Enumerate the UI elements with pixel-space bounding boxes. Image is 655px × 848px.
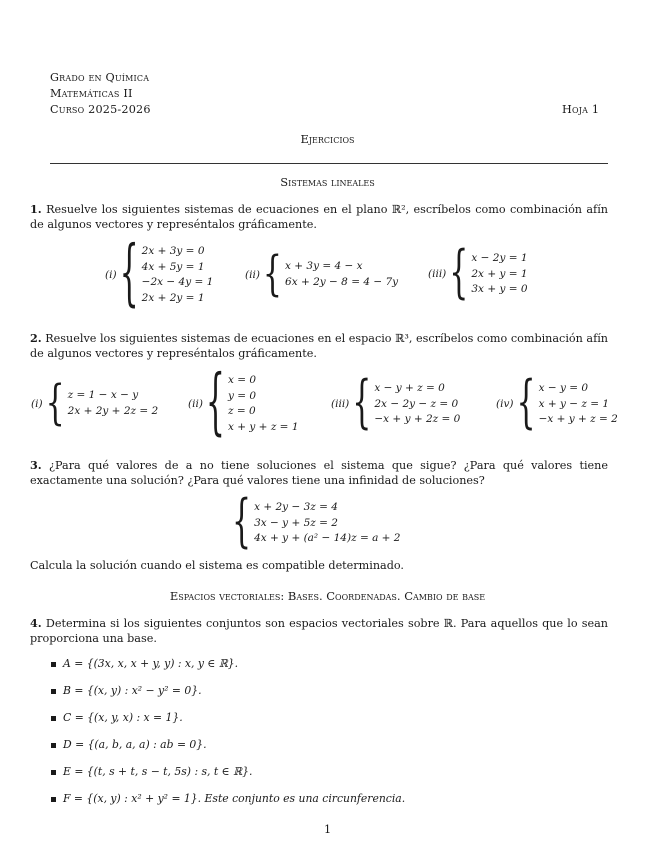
- page-title: Ejercicios: [300, 132, 355, 146]
- ex3-system: [232, 489, 401, 556]
- equation: 4x + 5y = 1: [141, 260, 205, 273]
- equation: y = 0: [228, 389, 257, 402]
- equation: −x + y + 2z = 0: [374, 413, 461, 425]
- ex2-system-i: [31, 374, 159, 431]
- bullet-icon: [51, 689, 56, 694]
- exercise-2-number: 2.: [30, 331, 42, 345]
- set-item-f-definition: F = {(x, y) : x² + y² = 1}.: [63, 792, 202, 805]
- brace-icon: {: [352, 370, 372, 437]
- set-item-f: [63, 792, 405, 805]
- ex2-system-ii: [188, 360, 299, 445]
- equation: 2x − 2y − z = 0: [374, 397, 459, 410]
- set-item-a: A = {(3x, x, x + y, y) : x, y ∈ ℝ}.: [63, 657, 239, 670]
- equation: 2x + 3y = 0: [141, 245, 205, 257]
- exercise-3-text: ¿Para qué valores de a no tiene soluciones el sistema que sigue? ¿Para qué valores tiene exactamente una solución? ¿Para qué valores tiene una infinidad de soluciones?: [30, 459, 608, 487]
- ex2-system-i-label: (i): [31, 397, 43, 410]
- brace-icon: {: [45, 374, 65, 431]
- exercise-3-followup: Calcula la solución cuando el sistema es compatible determinado.: [30, 559, 404, 572]
- equation: 6x + 2y − 8 = 4 − 7y: [285, 275, 399, 288]
- set-item-f-remark: Este conjunto es una circunferencia.: [204, 792, 406, 805]
- bullet-icon: [51, 743, 56, 748]
- equation: x + y − z = 1: [538, 397, 610, 410]
- ex2-system-iv-label: (iv): [496, 398, 514, 411]
- bullet-icon: [51, 770, 56, 775]
- ex1-system-iii-label: (iii): [428, 268, 447, 281]
- equation: z = 0: [228, 405, 256, 417]
- set-item-b: B = {(x, y) : x² − y² = 0}.: [63, 684, 202, 697]
- equation: 2x + 2y + 2z = 2: [67, 404, 159, 417]
- brace-icon: {: [262, 245, 283, 302]
- set-item-d: D = {(a, b, a, a) : ab = 0}.: [63, 738, 207, 751]
- equation: x + 2y − 3z = 4: [254, 501, 338, 513]
- equation: x + y + z = 1: [228, 420, 299, 433]
- exercise-4-statement: [30, 616, 608, 646]
- section-title-vector-spaces: Espacios vectoriales: Bases. Coordenadas. Cambio de base: [169, 589, 486, 603]
- equation: z = 1 − x − y: [67, 389, 139, 401]
- equation: x + 3y = 4 − x: [285, 260, 363, 272]
- ex1-system-i-label: (i): [105, 269, 117, 281]
- ex2-system-iii: [331, 370, 461, 437]
- bullet-icon: [51, 797, 56, 802]
- set-item-c: C = {(x, y, x) : x = 1}.: [63, 711, 183, 724]
- exercise-3-statement: [30, 458, 608, 488]
- ex2-system-ii-label: (ii): [188, 398, 203, 410]
- header-sheet: Hoja 1: [562, 103, 600, 116]
- section-title-linear-systems: Sistemas lineales: [280, 175, 375, 189]
- equation: −x + y + z = 2: [538, 413, 618, 425]
- ex1-system-ii-label: (ii): [245, 268, 260, 281]
- bullet-icon: [51, 716, 56, 721]
- set-item-e: E = {(t, s + t, s − t, 5s) : s, t ∈ ℝ}.: [63, 765, 253, 778]
- equation: 4x + y + (a² − 14)z = a + 2: [254, 532, 401, 544]
- header-subject: Matemáticas II: [50, 87, 133, 100]
- exercise-1-number: 1.: [30, 202, 42, 216]
- equation: 3x + y = 0: [471, 283, 528, 295]
- brace-icon: {: [205, 360, 226, 445]
- equation: 3x − y + 5z = 2: [254, 516, 338, 529]
- header-rule: [50, 163, 608, 164]
- ex2-system-iii-label: (iii): [331, 398, 350, 411]
- equation: x − y = 0: [538, 382, 589, 394]
- exercise-2-statement: [30, 331, 608, 361]
- equation: −2x − 4y = 1: [141, 276, 214, 288]
- brace-icon: {: [516, 370, 536, 437]
- ex1-system-ii: [245, 245, 399, 302]
- ex1-system-iii: [428, 240, 528, 307]
- equation: x = 0: [228, 374, 257, 386]
- exercise-4-number: 4.: [30, 616, 42, 630]
- equation: x − y + z = 0: [374, 382, 445, 394]
- bullet-icon: [51, 662, 56, 667]
- exercise-3-number: 3.: [30, 458, 42, 472]
- ex2-system-iv: [496, 370, 618, 437]
- exercise-2-text: Resuelve los siguientes sistemas de ecuaciones en el espacio ℝ³, escríbelos como combinación afín de algunos vectores y represéntalos gráficamente.: [30, 332, 608, 360]
- equation: x − 2y = 1: [471, 252, 528, 264]
- brace-icon: {: [449, 240, 469, 307]
- equation: 2x + y = 1: [471, 267, 528, 280]
- header-degree: Grado en Química: [50, 71, 150, 84]
- exercise-1-statement: [30, 202, 608, 232]
- header-course: Curso 2025-2026: [50, 103, 151, 116]
- ex1-system-i: [105, 231, 214, 316]
- page-number: 1: [323, 823, 332, 836]
- exercise-4-text: Determina si los siguientes conjuntos son espacios vectoriales sobre ℝ. Para aquellos que lo sean proporciona una base.: [30, 617, 609, 645]
- brace-icon: {: [119, 231, 139, 316]
- brace-icon: {: [232, 489, 252, 556]
- equation: 2x + 2y = 1: [141, 291, 205, 304]
- exercise-1-text: Resuelve los siguientes sistemas de ecuaciones en el plano ℝ², escríbelos como combinación afín de algunos vectores y represéntalos gráficamente.: [30, 203, 608, 231]
